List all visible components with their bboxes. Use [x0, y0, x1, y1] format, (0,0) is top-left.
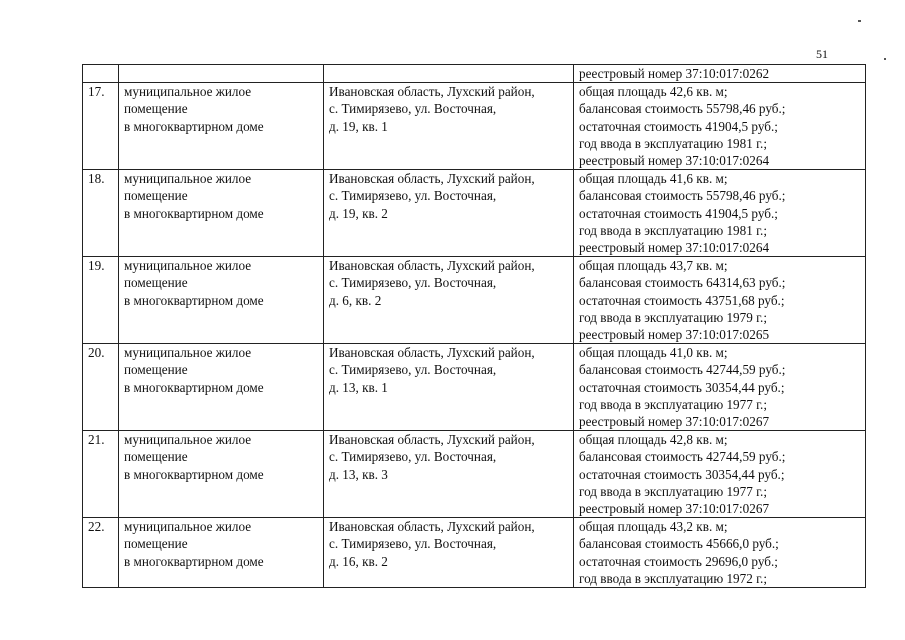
row-number-cell	[83, 83, 119, 170]
address-line: д. 13, кв. 3	[329, 466, 388, 482]
object-type-line: помещение	[124, 536, 188, 552]
characteristic-line: балансовая стоимость 55798,46 руб.;	[579, 101, 786, 117]
table-row	[83, 257, 866, 344]
characteristic-line: остаточная стоимость 41904,5 руб.;	[579, 205, 778, 221]
row-number: 21.	[88, 432, 105, 448]
address-line: д. 16, кв. 2	[329, 553, 388, 569]
address-cell	[324, 83, 574, 170]
address-cell	[324, 65, 574, 83]
characteristic-line: балансовая стоимость 45666,0 руб.;	[579, 536, 779, 552]
table-row	[83, 344, 866, 431]
object-type-cell	[119, 518, 324, 588]
object-type-cell	[119, 257, 324, 344]
object-type-line: в многоквартирном доме	[124, 379, 264, 395]
address-line: с. Тимирязево, ул. Восточная,	[329, 188, 497, 204]
object-type-line: помещение	[124, 188, 188, 204]
row-number: 20.	[88, 345, 105, 361]
object-type-cell	[119, 83, 324, 170]
characteristic-line: остаточная стоимость 43751,68 руб.;	[579, 292, 785, 308]
object-type-line: в многоквартирном доме	[124, 553, 264, 569]
address-line: Ивановская область, Лухский район,	[329, 519, 535, 535]
characteristic-line: остаточная стоимость 41904,5 руб.;	[579, 118, 778, 134]
characteristic-line: общая площадь 43,2 кв. м;	[579, 519, 728, 535]
characteristic-line: балансовая стоимость 42744,59 руб.;	[579, 449, 786, 465]
characteristic-line: балансовая стоимость 55798,46 руб.;	[579, 188, 786, 204]
characteristics-cell	[574, 257, 866, 344]
object-type-line: муниципальное жилое	[124, 171, 252, 187]
characteristic-line: общая площадь 43,7 кв. м;	[579, 258, 728, 274]
object-type-line: в многоквартирном доме	[124, 466, 264, 482]
characteristic-line: общая площадь 41,0 кв. м;	[579, 345, 728, 361]
row-number-cell	[83, 518, 119, 588]
address-cell	[324, 518, 574, 588]
address-cell	[324, 257, 574, 344]
row-number-cell	[83, 65, 119, 83]
scan-speck	[858, 20, 861, 22]
object-type-line: в многоквартирном доме	[124, 118, 264, 134]
characteristic-line: год ввода в эксплуатацию 1977 г.;	[579, 396, 768, 412]
table-row	[83, 518, 866, 588]
characteristic-line: реестровый номер 37:10:017:0265	[579, 327, 770, 343]
table-row	[83, 431, 866, 518]
characteristics-cell	[574, 170, 866, 257]
characteristic-line: год ввода в эксплуатацию 1977 г.;	[579, 483, 768, 499]
address-cell	[324, 431, 574, 518]
address-line: с. Тимирязево, ул. Восточная,	[329, 362, 497, 378]
characteristic-line: реестровый номер 37:10:017:0264	[579, 240, 770, 256]
characteristic-line: реестровый номер 37:10:017:0267	[579, 414, 770, 430]
characteristic-line: балансовая стоимость 42744,59 руб.;	[579, 362, 786, 378]
characteristic-line: год ввода в эксплуатацию 1979 г.;	[579, 309, 768, 325]
object-type-line: муниципальное жилое	[124, 519, 252, 535]
object-type-line: муниципальное жилое	[124, 432, 252, 448]
address-line: Ивановская область, Лухский район,	[329, 258, 535, 274]
table-row	[83, 170, 866, 257]
address-line: д. 6, кв. 2	[329, 292, 382, 308]
characteristic-line: реестровый номер 37:10:017:0267	[579, 501, 770, 517]
row-number: 22.	[88, 519, 105, 535]
object-type-cell	[119, 344, 324, 431]
object-type-line: помещение	[124, 275, 188, 291]
address-cell	[324, 344, 574, 431]
characteristics-cell	[574, 65, 866, 83]
page-number: 51	[816, 47, 828, 61]
row-number-cell	[83, 170, 119, 257]
object-type-line: помещение	[124, 362, 188, 378]
object-type-cell	[119, 170, 324, 257]
object-type-cell	[119, 65, 324, 83]
address-line: д. 19, кв. 2	[329, 205, 388, 221]
address-line: с. Тимирязево, ул. Восточная,	[329, 536, 497, 552]
property-registry-table	[82, 64, 866, 588]
table-row-continuation	[83, 65, 866, 83]
characteristics-cell	[574, 518, 866, 588]
scan-speck	[884, 58, 886, 60]
characteristic-line: общая площадь 42,8 кв. м;	[579, 432, 728, 448]
characteristic-line: реестровый номер 37:10:017:0264	[579, 153, 770, 169]
object-type-cell	[119, 431, 324, 518]
registry-number: реестровый номер 37:10:017:0262	[579, 66, 770, 81]
row-number: 17.	[88, 84, 105, 100]
address-line: д. 19, кв. 1	[329, 118, 388, 134]
address-line: с. Тимирязево, ул. Восточная,	[329, 449, 497, 465]
characteristics-cell	[574, 431, 866, 518]
characteristic-line: общая площадь 42,6 кв. м;	[579, 84, 728, 100]
address-line: Ивановская область, Лухский район,	[329, 171, 535, 187]
row-number: 18.	[88, 171, 105, 187]
row-number-cell	[83, 344, 119, 431]
address-line: Ивановская область, Лухский район,	[329, 432, 535, 448]
characteristics-cell	[574, 83, 866, 170]
row-number: 19.	[88, 258, 105, 274]
address-line: с. Тимирязево, ул. Восточная,	[329, 275, 497, 291]
object-type-line: помещение	[124, 101, 188, 117]
characteristics-cell	[574, 344, 866, 431]
characteristic-line: год ввода в эксплуатацию 1981 г.;	[579, 222, 768, 238]
object-type-line: в многоквартирном доме	[124, 205, 264, 221]
characteristic-line: остаточная стоимость 30354,44 руб.;	[579, 466, 785, 482]
characteristic-line: остаточная стоимость 29696,0 руб.;	[579, 553, 778, 569]
characteristic-line: общая площадь 41,6 кв. м;	[579, 171, 728, 187]
object-type-line: муниципальное жилое	[124, 84, 252, 100]
characteristic-line: остаточная стоимость 30354,44 руб.;	[579, 379, 785, 395]
address-line: с. Тимирязево, ул. Восточная,	[329, 101, 497, 117]
table-row	[83, 83, 866, 170]
characteristic-line: год ввода в эксплуатацию 1981 г.;	[579, 135, 768, 151]
characteristic-line: балансовая стоимость 64314,63 руб.;	[579, 275, 786, 291]
address-line: Ивановская область, Лухский район,	[329, 345, 535, 361]
address-line: д. 13, кв. 1	[329, 379, 388, 395]
address-cell	[324, 170, 574, 257]
address-line: Ивановская область, Лухский район,	[329, 84, 535, 100]
row-number-cell	[83, 257, 119, 344]
object-type-line: помещение	[124, 449, 188, 465]
object-type-line: в многоквартирном доме	[124, 292, 264, 308]
row-number-cell	[83, 431, 119, 518]
object-type-line: муниципальное жилое	[124, 345, 252, 361]
object-type-line: муниципальное жилое	[124, 258, 252, 274]
characteristic-line: год ввода в эксплуатацию 1972 г.;	[579, 570, 768, 586]
